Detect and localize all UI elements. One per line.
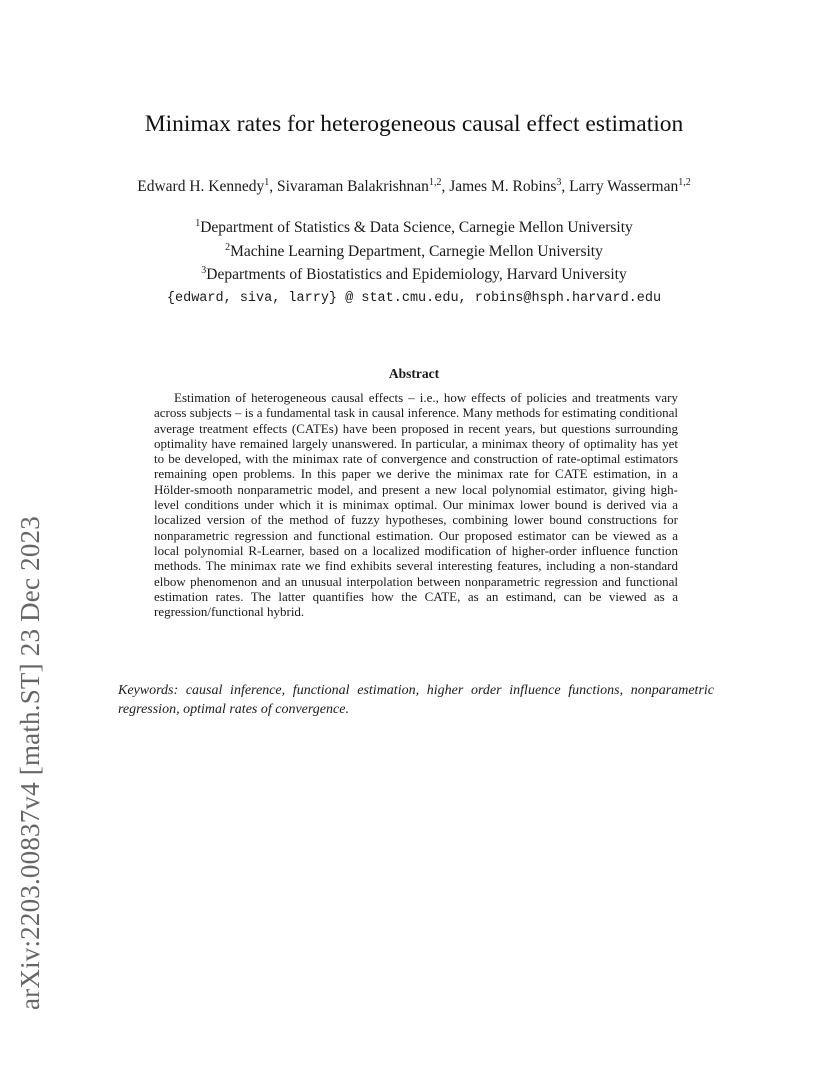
abstract-body: Estimation of heterogeneous causal effects – i.e., how effects of policies and treatments vary across subjects – is a fundamental task in causal inference. Many methods for estimating conditional average treatment effects (CATEs) have been proposed in recent years, but questions surrounding optimality have remained largely unanswered. In particular, a minimax theory of optimality has yet to be developed, with the minimax rate of convergence and construction of rate-optimal estimators remaining open problems. In this paper we derive the minimax rate for CATE estimation, in a Hölder-smooth nonparametric model, and present a new local polynomial estimator, giving high-level conditions under which it is minimax optimal. Our minimax lower bound is derived via a localized version of the method of fuzzy hypotheses, combining lower bound constructions for nonparametric regression and functional estimation. Our proposed estimator can be viewed as a local polynomial R-Learner, based on a localized modification of higher-order influence function methods. The minimax rate we find exhibits several interesting features, including a non-standard elbow phenomenon and an unusual interpolation between nonparametric regression and functional estimation rates. The latter quantifies how the CATE, as an estimand, can be viewed as a regression/functional hybrid. <box>154 390 678 620</box>
affiliation-number: 1 <box>195 218 201 229</box>
author-name: Larry Wasserman <box>569 178 679 196</box>
paper-title: Minimax rates for heterogeneous causal effect estimation <box>144 111 684 137</box>
arxiv-identifier-stamp: arXiv:2203.00837v4 [math.ST] 23 Dec 2023 <box>15 516 45 1010</box>
abstract-heading: Abstract <box>388 366 440 381</box>
affiliation-line <box>0 261 828 285</box>
affiliation-text: Department of Statistics & Data Science, Carnegie Mellon University <box>200 219 633 237</box>
author-name: James M. Robins <box>449 178 557 196</box>
affiliation-text: Departments of Biostatistics and Epidemiology, Harvard University <box>206 266 627 284</box>
affiliation-number: 3 <box>201 265 207 277</box>
author-list <box>0 177 828 196</box>
affiliation-line <box>0 238 828 262</box>
author-name: Edward H. Kennedy <box>137 178 265 196</box>
author-affiliation-mark: 1 <box>264 177 270 188</box>
author-affiliation-mark: 1,2 <box>428 177 442 188</box>
author-separator: , <box>561 178 570 196</box>
author-affiliation-mark: 3 <box>556 177 562 188</box>
author-name: Sivaraman Balakrishnan <box>276 178 429 196</box>
keywords-line: Keywords: causal inference, functional estimation, higher order influence functions, nonparametric regression, optimal rates of convergence. <box>118 683 714 717</box>
author-separator: , <box>441 178 450 196</box>
affiliation-line <box>0 214 828 238</box>
author-affiliation-mark: 1,2 <box>678 177 691 188</box>
affiliation-text: Machine Learning Department, Carnegie Mellon University <box>230 242 603 260</box>
author-separator: , <box>269 178 277 196</box>
affiliation-number: 2 <box>225 241 231 253</box>
contact-emails: {edward, siva, larry} @ stat.cmu.edu, robins@hsph.harvard.edu <box>166 291 662 306</box>
affiliation-list <box>0 214 828 285</box>
